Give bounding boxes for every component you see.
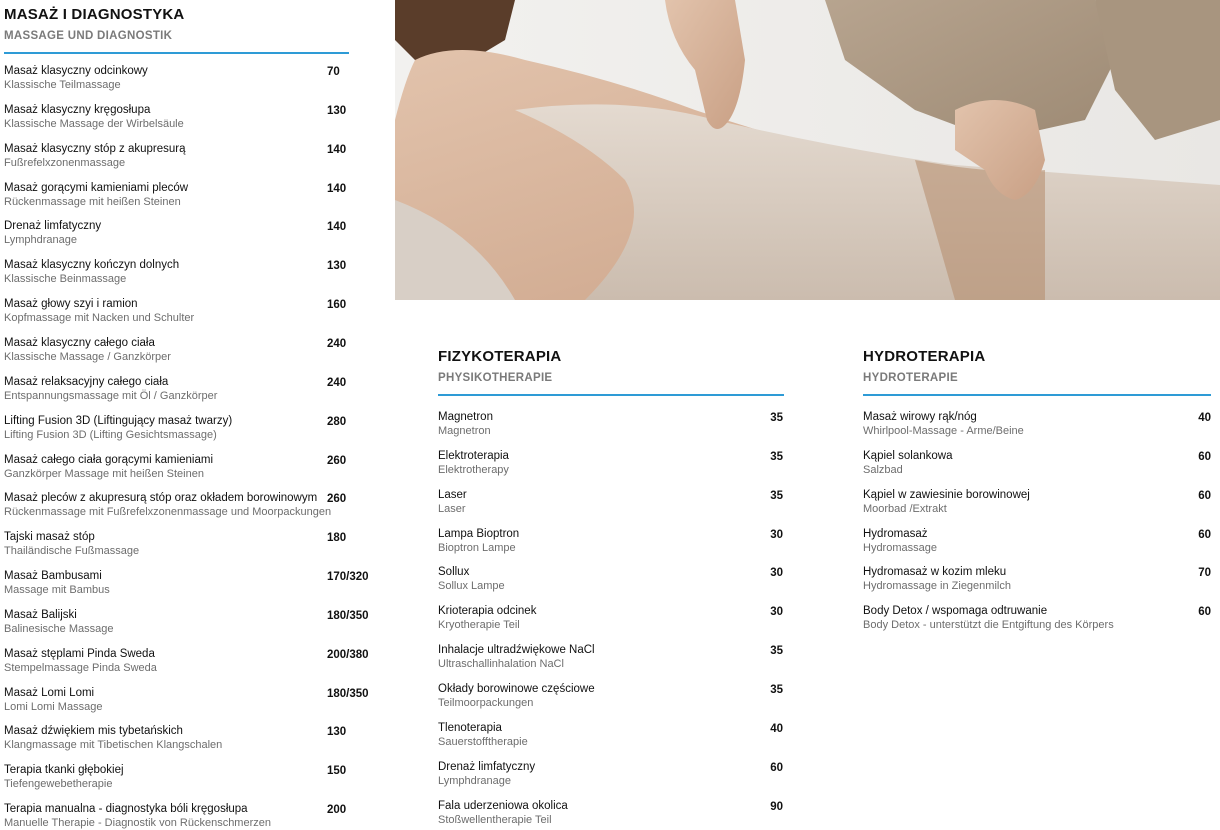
service-name-pl: Masaż dźwiękiem mis tybetańskich [4,725,183,738]
service-name-pl: Masaż stęplami Pinda Sweda [4,647,155,660]
service-price: 240 [327,376,347,389]
price-list-item [4,763,349,795]
service-name-pl: Drenaż limfatyczny [438,760,536,773]
price-list-item [4,569,369,601]
service-price: 130 [327,260,347,273]
service-price: 70 [327,66,340,78]
service-price: 180 [327,532,347,545]
price-list-item [438,643,784,675]
service-name-de: Lifting Fusion 3D (Lifting Gesichtsmassage) [4,428,217,441]
service-price: 40 [1198,412,1211,424]
service-name-de: Hydromassage [863,541,937,554]
service-name-pl: Masaż relaksacyjny całego ciała [4,375,169,388]
service-name-de: Kopfmassage mit Nacken und Schulter [4,312,195,325]
hydrotherapy-section [863,348,1211,650]
service-price: 260 [327,454,347,467]
service-name-de: Salzbad [863,463,903,476]
service-price: 60 [1198,450,1211,463]
service-name-de: Rückenmassage mit heißen Steinen [4,195,181,208]
service-name-de: Manuelle Therapie - Diagnostik von Rückenschmerzen [4,817,271,830]
price-list-item [438,721,784,753]
service-name-pl: Masaż Bambusami [4,570,102,583]
service-price: 130 [327,104,347,117]
service-price: 130 [327,726,347,739]
service-name-pl: Kąpiel solankowa [863,449,953,462]
service-name-de: Klassische Massage / Ganzkörper [4,350,171,363]
service-name-pl: Magnetron [438,411,493,423]
service-name-de: Magnetron [438,425,491,437]
service-name-pl: Hydromasaż w kozim mleku [863,566,1007,579]
price-list-item [4,142,349,174]
service-name-de: Bioptron Lampe [438,541,516,554]
service-name-de: Massage mit Bambus [4,584,110,597]
service-name-pl: Lampa Bioptron [438,527,520,540]
price-list-item [4,802,349,830]
service-name-pl: Masaż klasyczny odcinkowy [4,65,148,77]
price-list-item [4,336,349,368]
service-name-de: Klangmassage mit Tibetischen Klangschalen [4,739,223,752]
service-name-de: Lymphdranage [4,234,77,247]
service-price: 150 [327,765,347,778]
price-list-item [863,604,1211,636]
price-list-item [438,410,784,442]
service-name-de: Lomi Lomi Massage [4,700,103,713]
service-price: 35 [770,683,783,696]
service-price: 35 [770,489,783,502]
service-price: 140 [327,143,347,156]
service-price: 180/350 [327,687,369,700]
service-name-de: Hydromassage in Ziegenmilch [863,580,1011,593]
service-price: 170/320 [327,571,369,584]
service-name-de: Body Detox - unterstützt die Entgiftung des Körpers [863,619,1114,632]
service-name-de: Klassische Beinmassage [4,273,127,286]
service-name-pl: Kąpiel w zawiesinie borowinowej [863,488,1030,501]
service-name-de: Stoßwellentherapie Teil [438,813,552,826]
service-price: 240 [327,337,347,350]
section-subtitle: MASSAGE UND DIAGNOSTIK [4,30,173,42]
section-title: HYDROTERAPIA [863,348,986,365]
service-name-pl: Masaż klasyczny kończyn dolnych [4,259,180,272]
service-name-pl: Terapia tkanki głębokiej [4,764,124,777]
service-name-de: Thailändische Fußmassage [4,545,140,558]
service-name-pl: Elektroterapia [438,449,509,462]
price-list-item [4,724,349,756]
section-title: FIZYKOTERAPIA [438,348,562,365]
service-price: 280 [327,415,347,428]
service-name-pl: Okłady borowinowe częściowe [438,682,595,695]
price-list-item [438,565,784,597]
price-list-item [438,799,784,830]
service-name-de: Laser [438,502,466,515]
service-price: 40 [770,722,783,735]
service-price: 140 [327,182,347,195]
price-list [4,64,369,830]
service-name-pl: Laser [438,488,467,501]
service-name-de: Balinesische Massage [4,622,114,635]
service-name-pl: Masaż klasyczny stóp z akupresurą [4,142,186,155]
service-price: 200 [327,804,347,817]
service-name-de: Lymphdranage [438,774,511,787]
price-list-item [4,181,349,213]
service-name-pl: Masaż całego ciała gorącymi kamieniami [4,453,213,466]
price-list [438,410,784,830]
service-name-de: Teilmoorpackungen [438,696,534,709]
service-name-de: Ganzkörper Massage mit heißen Steinen [4,467,204,480]
price-list-item [4,608,369,640]
price-list-item [4,258,349,290]
service-name-pl: Tajski masaż stóp [4,531,95,544]
service-name-pl: Masaż wirowy rąk/nóg [863,411,977,423]
service-name-pl: Sollux [438,566,470,579]
section-subtitle: PHYSIKOTHERAPIE [438,372,553,384]
service-name-pl: Terapia manualna - diagnostyka bóli kręgosłupa [4,803,248,816]
service-price: 180/350 [327,609,369,622]
section-divider [863,394,1211,396]
service-name-de: Elektrotherapy [438,463,509,476]
massage-section [4,6,369,830]
service-name-de: Rückenmassage mit Fußrefelxzonenmassage und Moorpackungen [4,506,332,519]
service-price: 35 [770,412,783,424]
service-price: 200/380 [327,648,369,661]
price-list-item [438,488,784,520]
service-name-pl: Lifting Fusion 3D (Liftingujący masaż twarzy) [4,414,233,427]
service-name-pl: Masaż gorącymi kamieniami pleców [4,181,189,194]
service-name-de: Entspannungsmassage mit Öl / Ganzkörper [4,389,218,402]
service-name-de: Stempelmassage Pinda Sweda [4,661,157,674]
price-list-item [438,682,784,714]
service-price: 60 [770,761,783,774]
section-divider [438,394,784,396]
service-name-de: Klassische Massage der Wirbelsäule [4,117,184,130]
service-name-de: Fußrefelxzonenmassage [4,156,126,169]
service-name-pl: Body Detox / wspomaga odtruwanie [863,605,1048,618]
section-subtitle: HYDROTERAPIE [863,372,958,384]
service-name-de: Ultraschallinhalation NaCl [438,658,564,671]
service-name-pl: Krioterapia odcinek [438,605,537,618]
service-price: 260 [327,493,347,506]
price-list-item [4,64,349,96]
service-name-pl: Masaż Balijski [4,608,77,621]
service-name-pl: Drenaż limfatyczny [4,220,102,233]
service-price: 60 [1198,528,1211,541]
service-name-pl: Masaż pleców z akupresurą stóp oraz okładem borowinowym [4,492,318,505]
price-list-item [4,219,349,251]
service-name-pl: Fala uderzeniowa okolica [438,799,568,812]
service-name-pl: Masaż klasyczny całego ciała [4,336,155,349]
service-name-de: Sollux Lampe [438,580,505,593]
price-list-item [863,410,1211,442]
service-name-de: Klassische Teilmassage [4,79,121,91]
price-list-item [863,488,1211,520]
price-list-item [863,565,1211,597]
price-list-item [4,375,349,407]
service-price: 30 [770,528,783,541]
price-list-item [438,449,784,481]
service-price: 70 [1198,567,1211,580]
service-price: 30 [770,567,783,580]
service-name-de: Whirlpool-Massage - Arme/Beine [863,425,1024,437]
photo-illustration [395,0,1220,300]
service-price: 30 [770,606,783,619]
service-name-de: Moorbad /Extrakt [863,502,947,515]
section-title: MASAŻ I DIAGNOSTYKA [4,6,185,23]
price-list [863,410,1211,650]
service-name-pl: Tlenoterapia [438,721,502,734]
service-name-pl: Inhalacje ultradźwiękowe NaCl [438,644,595,657]
price-list-item [4,686,369,718]
price-list-item [4,414,349,446]
price-list-item [4,453,349,485]
service-name-pl: Masaż głowy szyi i ramion [4,298,138,311]
service-price: 140 [327,221,347,234]
service-name-pl: Hydromasaż [863,527,928,540]
price-list-item [4,491,349,523]
service-name-de: Tiefengewebetherapie [4,778,113,791]
service-price: 35 [770,645,783,658]
price-list-item [4,530,349,562]
section-divider [4,52,349,54]
service-name-de: Kryotherapie Teil [438,619,520,632]
service-price: 60 [1198,489,1211,502]
service-price: 160 [327,299,347,312]
service-name-pl: Masaż klasyczny kręgosłupa [4,103,151,116]
massage-photo [395,0,1220,300]
service-price: 60 [1198,606,1211,619]
price-list-item [438,760,784,792]
price-list-item [863,527,1211,559]
price-list-item [4,297,349,329]
price-list-item [438,604,784,636]
price-list-item [438,527,784,559]
physiotherapy-section [438,348,784,830]
service-name-pl: Masaż Lomi Lomi [4,686,95,699]
price-list-item [4,647,369,679]
service-name-de: Sauerstofftherapie [438,735,528,748]
service-price: 90 [770,800,783,813]
price-list-item [4,103,349,135]
service-price: 35 [770,450,783,463]
price-list-item [863,449,1211,481]
